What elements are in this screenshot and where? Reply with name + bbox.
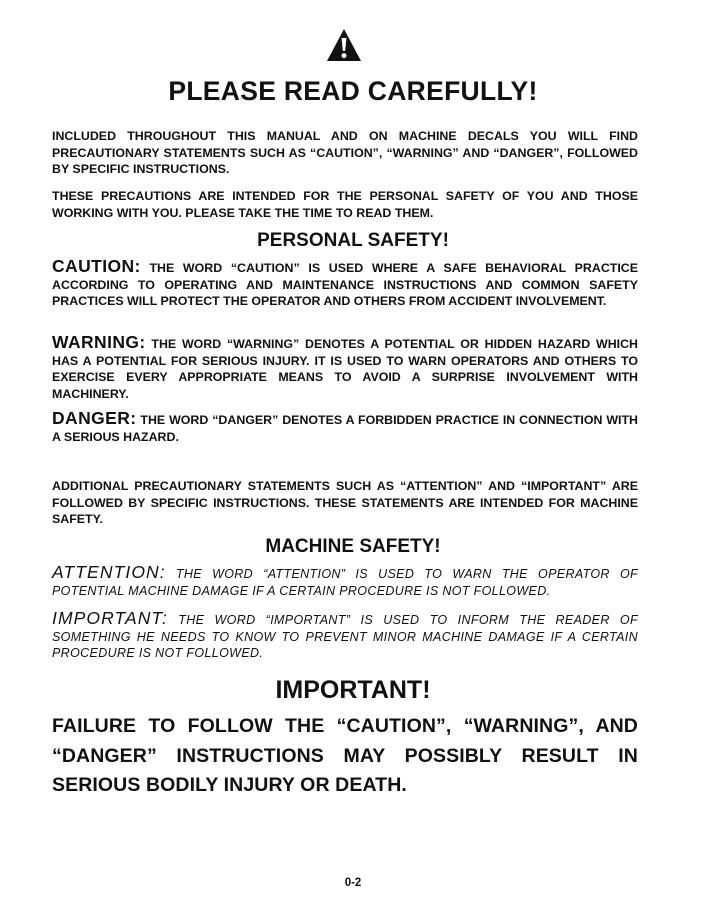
important-paragraph xyxy=(52,610,638,662)
danger-text: THE WORD “DANGER” DENOTES A FORBIDDEN PRACTICE IN CONNECTION WITH A SERIOUS HAZARD. xyxy=(52,413,638,444)
intro-paragraph-1: INCLUDED THROUGHOUT THIS MANUAL AND ON MACHINE DECALS YOU WILL FIND PRECAUTIONARY STATEMENTS SUCH AS “CAUTION”, “WARNING” AND “DANGER”, FOLLOWED BY SPECIFIC INSTRUCTIONS. xyxy=(52,129,638,177)
warning-triangle-icon xyxy=(326,28,362,62)
attention-term: ATTENTION: xyxy=(52,562,166,582)
caution-text: THE WORD “CAUTION” IS USED WHERE A SAFE BEHAVIORAL PRACTICE ACCORDING TO OPERATING AND MAINTENANCE INSTRUCTIONS AND COMMON SAFETY PRACTICES WILL PROTECT THE OPERATOR AND OTHERS FROM ACCIDENT INVOLVEMENT. xyxy=(52,261,638,309)
attention-paragraph xyxy=(52,564,638,599)
warning-paragraph xyxy=(52,334,638,402)
warning-text: THE WORD “WARNING” DENOTES A POTENTIAL OR HIDDEN HAZARD WHICH HAS A POTENTIAL FOR SERIOUS INJURY. IT IS USED TO WARN OPERATORS AND OTHERS TO EXERCISE EVERY APPROPRIATE MEANS TO AVOID A SURPRISE INVOLVEMENT WITH MACHINERY. xyxy=(52,337,638,401)
personal-safety-heading: PERSONAL SAFETY! xyxy=(257,230,449,251)
important-term: IMPORTANT: xyxy=(52,608,168,628)
additional-paragraph: ADDITIONAL PRECAUTIONARY STATEMENTS SUCH AS “ATTENTION” AND “IMPORTANT” ARE FOLLOWED BY SPECIFIC INSTRUCTIONS. THESE STATEMENTS ARE INTENDED FOR MACHINE SAFETY. xyxy=(52,479,638,527)
caution-paragraph xyxy=(52,258,638,310)
caution-term: CAUTION: xyxy=(52,256,141,276)
important-heading: IMPORTANT! xyxy=(275,676,431,704)
page-title: PLEASE READ CAREFULLY! xyxy=(168,76,538,106)
page-number: 0-2 xyxy=(344,877,362,889)
important-notice-text: FAILURE TO FOLLOW THE “CAUTION”, “WARNING”, AND “DANGER” INSTRUCTIONS MAY POSSIBLY RESULT IN SERIOUS BODILY INJURY OR DEATH. xyxy=(52,715,638,796)
danger-term: DANGER: xyxy=(52,408,137,428)
attention-text: THE WORD “ATTENTION” IS USED TO WARN THE OPERATOR OF POTENTIAL MACHINE DAMAGE IF A CERTAIN PROCEDURE IS NOT FOLLOWED. xyxy=(52,567,639,598)
important-text: THE WORD “IMPORTANT” IS USED TO INFORM THE READER OF SOMETHING HE NEEDS TO KNOW TO PREVENT MINOR MACHINE DAMAGE IF A CERTAIN PROCEDURE IS NOT FOLLOWED. xyxy=(52,613,638,661)
machine-safety-heading: MACHINE SAFETY! xyxy=(265,536,441,557)
warning-term: WARNING: xyxy=(52,332,146,352)
intro-paragraph-2: THESE PRECAUTIONS ARE INTENDED FOR THE PERSONAL SAFETY OF YOU AND THOSE WORKING WITH YOU. PLEASE TAKE THE TIME TO READ THEM. xyxy=(52,189,638,220)
danger-paragraph xyxy=(52,410,638,445)
